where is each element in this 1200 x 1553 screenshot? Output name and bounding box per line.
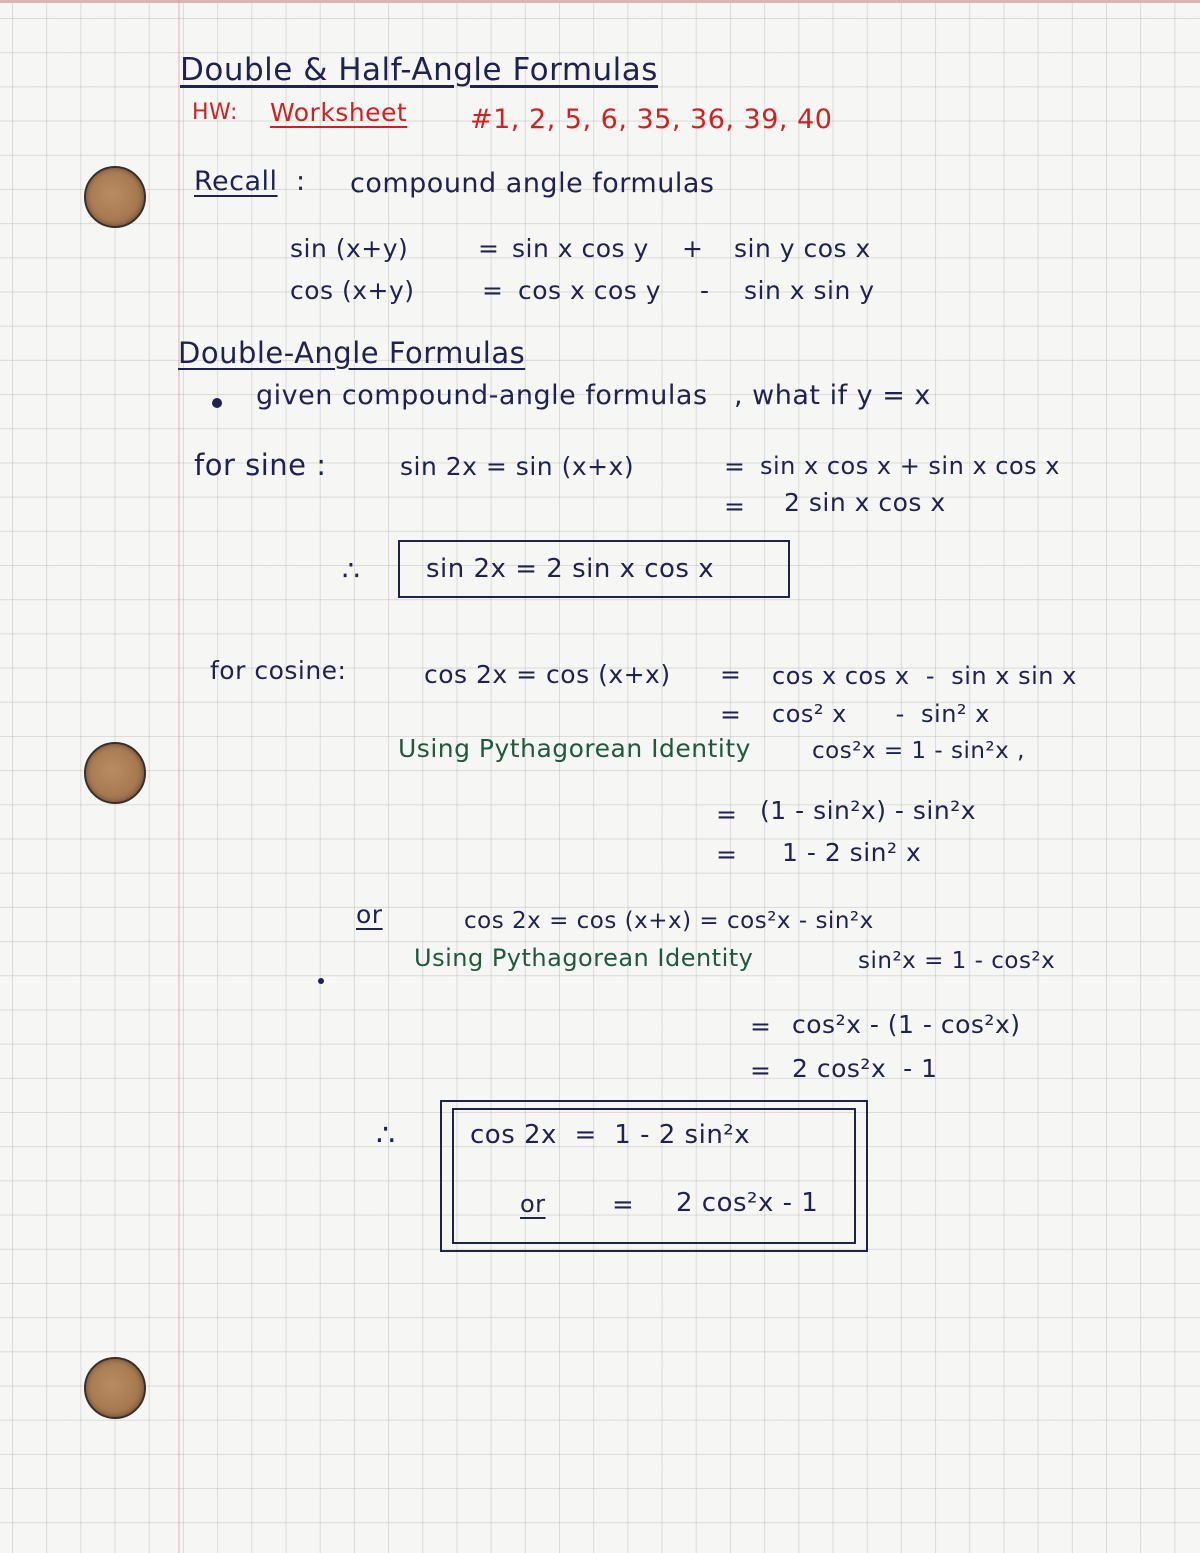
cosine-l2-rhs: cos² x - sin² x — [772, 700, 990, 728]
cosine-result-row2: 2 cos²x - 1 — [676, 1188, 819, 1218]
cosine-l3-rhs: (1 - sin²x) - sin²x — [760, 796, 977, 825]
binder-hole-top — [84, 166, 146, 228]
sin-sum-eq: = — [478, 234, 500, 263]
page-title: Double & Half-Angle Formulas — [180, 52, 658, 88]
cosine-result-row1: cos 2x = 1 - 2 sin²x — [470, 1120, 751, 1150]
sin-sum-lhs: sin (x+y) — [290, 234, 409, 263]
cosine-l6-eq: = — [750, 1056, 772, 1085]
recall-colon: : — [296, 166, 306, 197]
cosine-l5-eq: = — [750, 1012, 772, 1041]
sin-sum-term2: sin y cos x — [734, 234, 871, 263]
therefore-cosine: ∴ — [376, 1118, 396, 1153]
cosine-l1-lhs: cos 2x = cos (x+x) — [424, 660, 671, 689]
sin-sum-op: + — [682, 234, 704, 263]
stray-dot — [318, 978, 324, 984]
cosine-l3-eq: = — [716, 800, 738, 829]
alt-line-1: cos 2x = cos (x+x) = cos²x - sin²x — [464, 908, 874, 934]
cos-sum-op: - — [700, 276, 710, 305]
sine-line1-lhs: sin 2x = sin (x+x) — [400, 452, 635, 481]
cos-sum-eq: = — [482, 276, 504, 305]
therefore-sine: ∴ — [342, 554, 361, 587]
sine-label: for sine : — [194, 448, 327, 482]
sine-line1-rhs: sin x cos x + sin x cos x — [760, 452, 1060, 480]
sine-line2-rhs: 2 sin x cos x — [784, 488, 946, 517]
bullet-tail: , what if y = x — [734, 380, 931, 411]
cos-sum-term2: sin x sin y — [744, 276, 875, 305]
margin-line — [178, 0, 180, 1553]
cosine-l4-rhs: 1 - 2 sin² x — [782, 838, 922, 867]
cosine-result-row2-eq: = — [612, 1190, 635, 1220]
recall-label: Recall — [194, 166, 278, 197]
cosine-l2-eq: = — [720, 700, 742, 729]
bullet-dot — [212, 398, 222, 408]
cos-sum-term1: cos x cos y — [518, 276, 662, 305]
pythagorean-identity-2: sin²x = 1 - cos²x — [858, 948, 1056, 974]
pythagorean-identity-1: cos²x = 1 - sin²x , — [812, 738, 1025, 764]
pythagorean-note-2: Using Pythagorean Identity — [414, 944, 754, 972]
pythagorean-note-1: Using Pythagorean Identity — [398, 734, 751, 763]
hw-item: Worksheet — [270, 98, 408, 127]
top-edge — [0, 0, 1200, 3]
sine-line1-eq: = — [724, 452, 746, 481]
cosine-label: for cosine: — [210, 656, 347, 685]
or-label: or — [356, 900, 383, 929]
bullet-text: given compound-angle formulas — [256, 380, 708, 411]
sine-result: sin 2x = 2 sin x cos x — [426, 554, 715, 584]
binder-hole-bottom — [84, 1357, 146, 1419]
cos-sum-lhs: cos (x+y) — [290, 276, 415, 305]
cosine-l4-eq: = — [716, 840, 738, 869]
hw-label: HW: — [192, 100, 238, 125]
hw-numbers: #1, 2, 5, 6, 35, 36, 39, 40 — [470, 104, 833, 135]
sine-line2-eq: = — [724, 492, 746, 521]
cosine-l1-rhs: cos x cos x - sin x sin x — [772, 662, 1077, 690]
cosine-l5-rhs: cos²x - (1 - cos²x) — [792, 1010, 1021, 1039]
cosine-l6-rhs: 2 cos²x - 1 — [792, 1054, 938, 1083]
recall-text: compound angle formulas — [350, 168, 715, 199]
sin-sum-term1: sin x cos y — [512, 234, 649, 263]
cosine-result-or: or — [520, 1190, 546, 1218]
binder-hole-middle — [84, 742, 146, 804]
double-angle-heading: Double-Angle Formulas — [178, 336, 526, 370]
cosine-l1-eq: = — [720, 660, 742, 689]
